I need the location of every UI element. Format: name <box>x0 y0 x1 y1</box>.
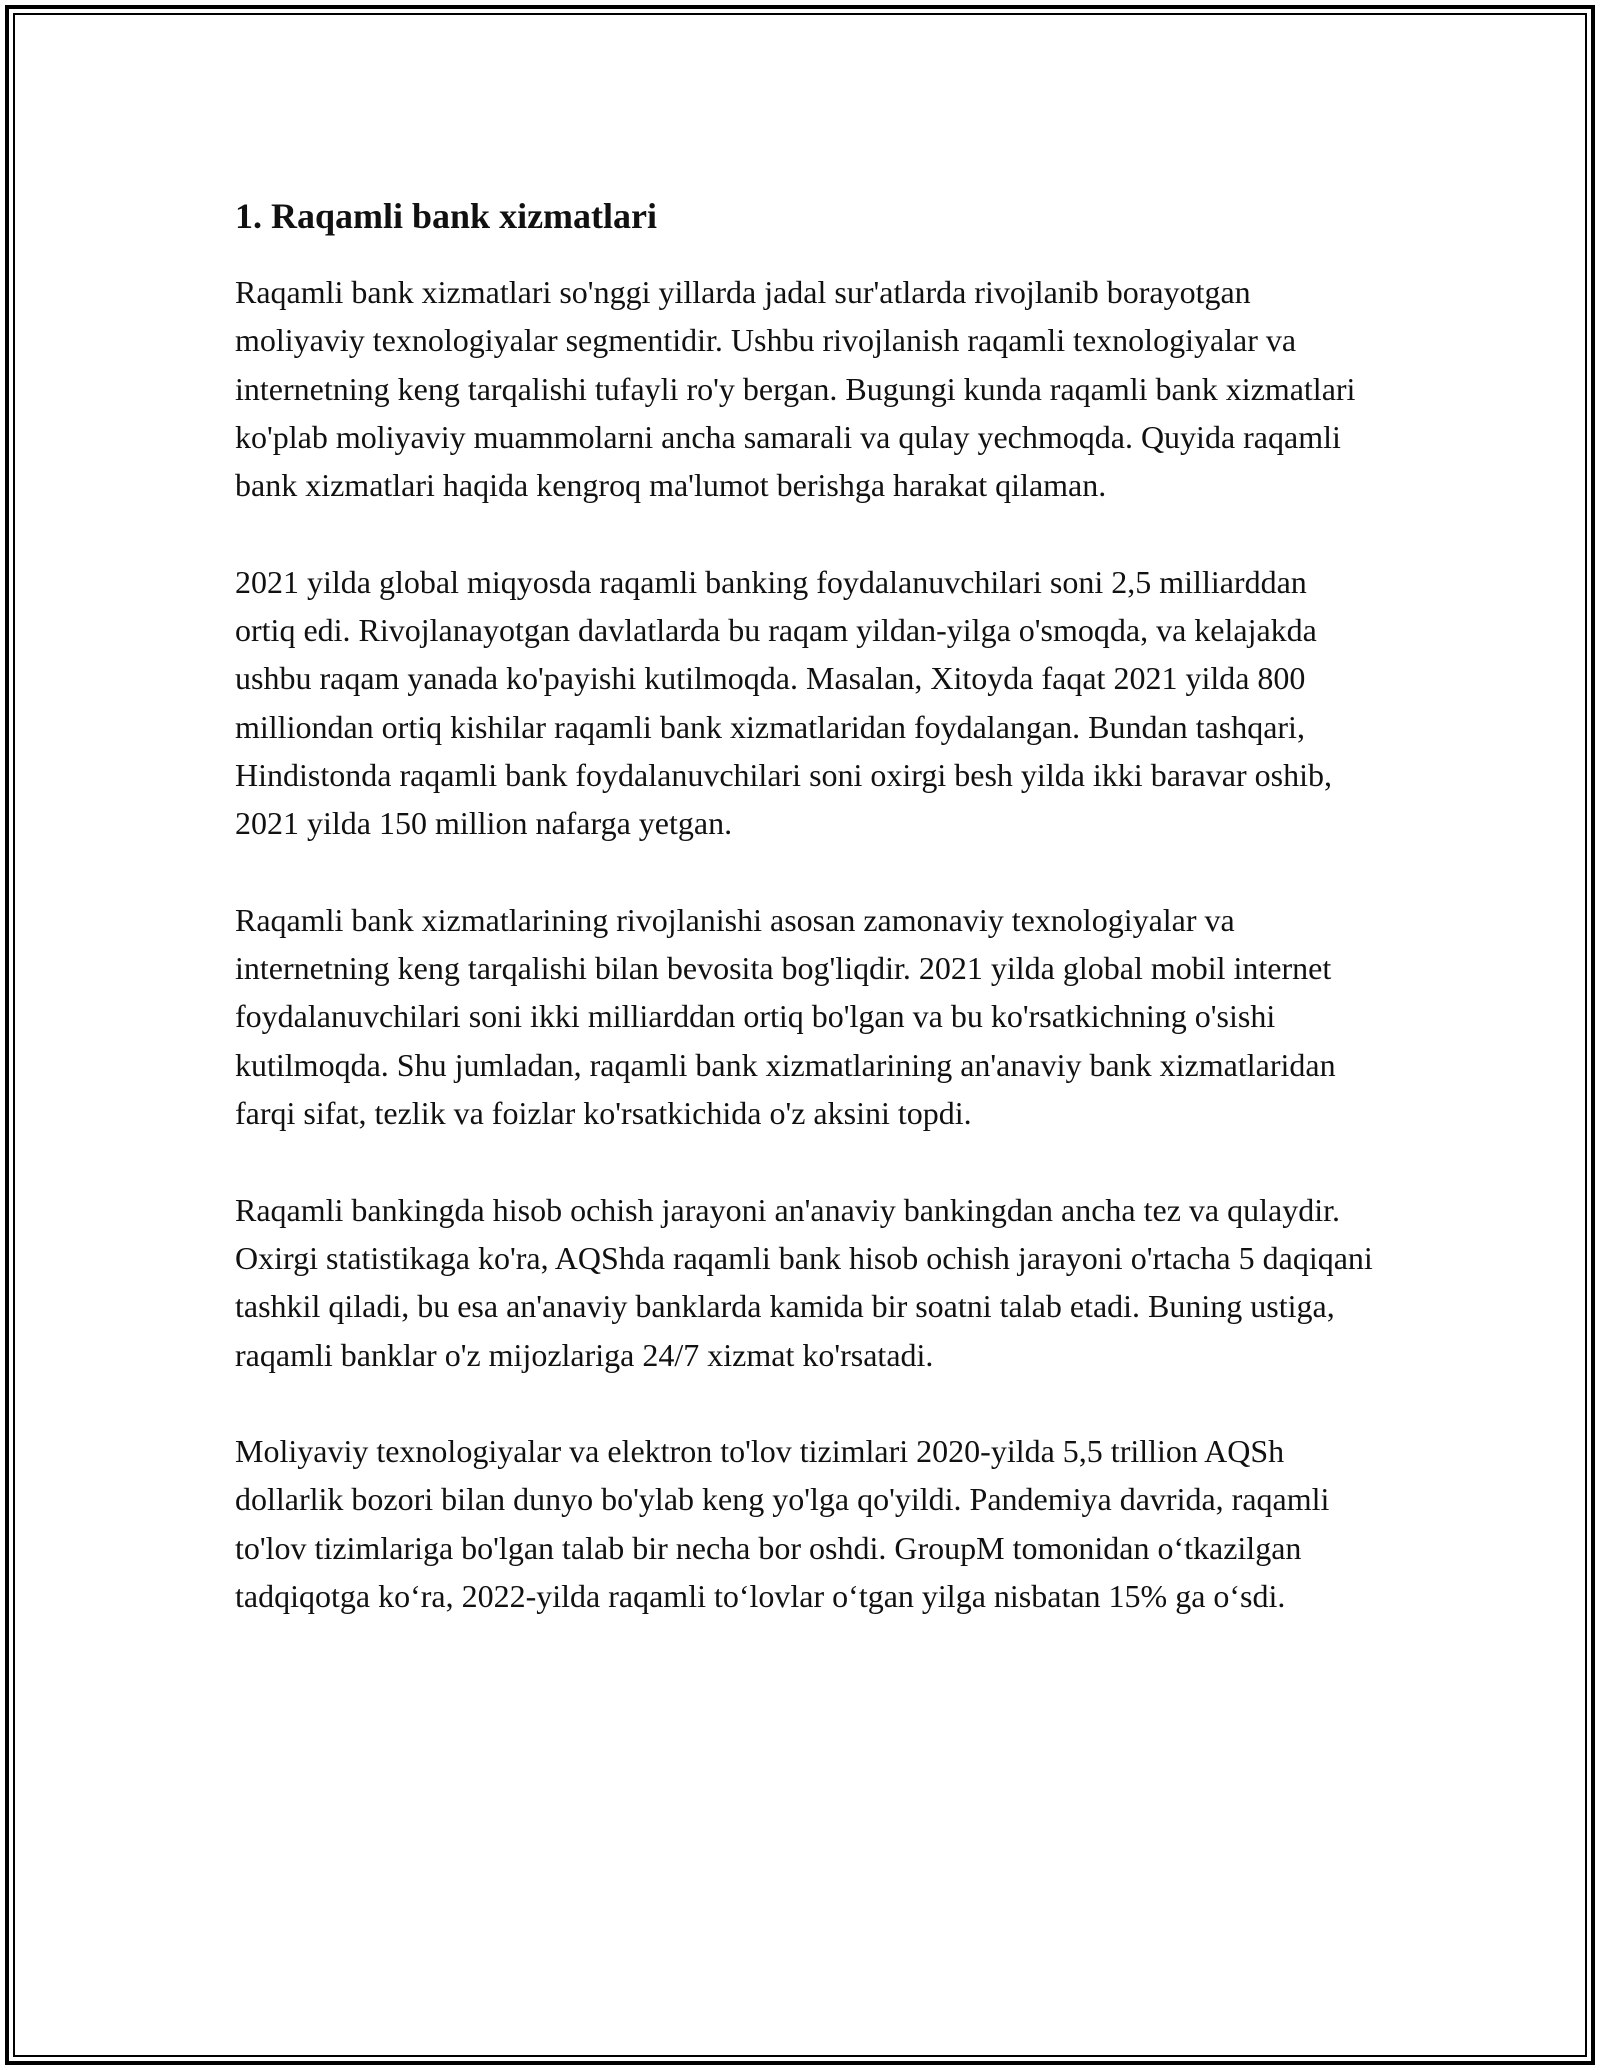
paragraph-user-statistics: 2021 yilda global miqyosda raqamli banking foydalanuvchilari soni 2,5 milliarddan ortiq edi. Rivojlanayotgan davlatlarda bu raqam yildan-yilga o'smoqda, va kelajakda ushbu raqam yanada ko'payishi kutilmoqda. Masalan, Xitoyda faqat 2021 yilda 800 milliondan ortiq kishilar raqamli bank xizmatlaridan foydalangan. Bundan tashqari, Hindistonda raqamli bank foydalanuvchilari soni oxirgi besh yilda ikki baravar oshib, 2021 yilda 150 million nafarga yetgan. <box>235 563 1332 842</box>
paragraph-payments: Moliyaviy texnologiyalar va elektron to'lov tizimlari 2020-yilda 5,5 trillion AQSh dollarlik bozori bilan dunyo bo'ylab keng yo'lga qo'yildi. Pandemiya davrida, raqamli to'lov tizimlariga bo'lgan talab bir necha bor oshdi. GroupM tomonidan oʻtkazilgan tadqiqotga koʻra, 2022-yilda raqamli toʻlovlar oʻtgan yilga nisbatan 15% ga oʻsdi. <box>235 1433 1330 1615</box>
paragraph-intro: Raqamli bank xizmatlari so'nggi yillarda jadal sur'atlarda rivojlanib borayotgan moliyaviy texnologiyalar segmentidir. Ushbu rivojlanish raqamli texnologiyalar va internetning keng tarqalishi tufayli ro'y bergan. Bugungi kunda raqamli bank xizmatlari ko'plab moliyaviy muammolarni ancha samarali va qulay yechmoqda. Quyida raqamli bank xizmatlari haqida kengroq ma'lumot berishga harakat qilaman. <box>235 274 1356 504</box>
document-body <box>235 188 1375 1620</box>
section-title: 1. Raqamli bank xizmatlari <box>235 196 658 236</box>
paragraph-technology: Raqamli bank xizmatlarining rivojlanishi asosan zamonaviy texnologiyalar va internetning keng tarqalishi bilan bevosita bog'liqdir. 2021 yilda global mobil internet foydalanuvchilari soni ikki milliarddan ortiq bo'lgan va bu ko'rsatkichning o'sishi kutilmoqda. Shu jumladan, raqamli bank xizmatlarining an'anaviy bank xizmatlaridan farqi sifat, tezlik va foizlar ko'rsatkichida o'z aksini topdi. <box>235 901 1336 1132</box>
paragraph-account-opening: Raqamli bankingda hisob ochish jarayoni an'anaviy bankingdan ancha tez va qulaydir. Oxirgi statistikaga ko'ra, AQShda raqamli bank hisob ochish jarayoni o'rtacha 5 daqiqani tashkil qiladi, bu esa an'anaviy banklarda kamida bir soatni talab etadi. Buning ustiga, raqamli banklar o'z mijozlariga 24/7 xizmat ko'rsatadi. <box>235 1191 1373 1373</box>
